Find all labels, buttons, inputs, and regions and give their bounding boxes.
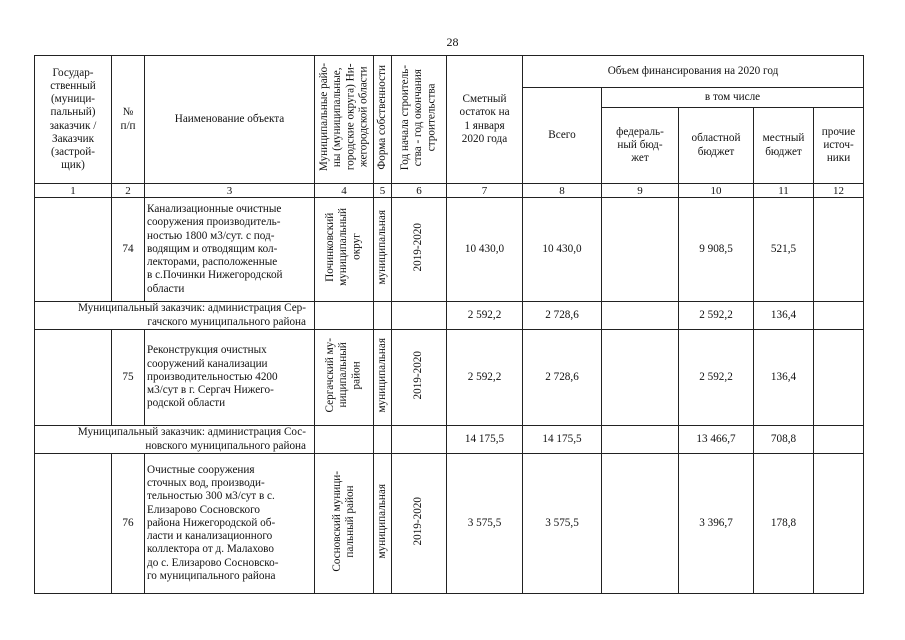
- federal-cell: [602, 302, 679, 330]
- header-other: прочие источ- ники: [814, 108, 864, 184]
- federal-cell: [602, 426, 679, 454]
- regional-cell: 2 592,2: [679, 302, 754, 330]
- object-name: Реконструкция очистных сооружений канализации производительностью 4200 м3/сут в г. Сергач Нижего- родской области: [145, 330, 315, 426]
- header-balance: Сметный остаток на 1 января 2020 года: [447, 56, 523, 184]
- total-cell: 14 175,5: [523, 426, 602, 454]
- local-cell: 521,5: [754, 198, 814, 302]
- federal-cell: [602, 198, 679, 302]
- district-cell: Починковский муниципальный округ: [315, 198, 374, 302]
- header-including: в том числе: [602, 88, 864, 108]
- page-number: 28: [446, 35, 459, 49]
- local-cell: 136,4: [754, 302, 814, 330]
- ownership-cell: муниципальная: [374, 330, 392, 426]
- object-name: Канализационные очистные сооружения производитель- ностью 1800 м3/сут. с под- водящим и отводящим кол- лекторами, расположенные в с.Починки Нижегородской области: [145, 198, 315, 302]
- column-numbers-row: [35, 184, 864, 198]
- column-number: 7: [447, 184, 523, 198]
- balance-cell: 3 575,5: [447, 454, 523, 594]
- column-number: 9: [602, 184, 679, 198]
- regional-cell: 13 466,7: [679, 426, 754, 454]
- row-number: 75: [112, 330, 145, 426]
- other-cell: [814, 302, 864, 330]
- row-number: 74: [112, 198, 145, 302]
- header-regional: областной бюджет: [679, 108, 754, 184]
- header-object-name: Наименование объекта: [145, 56, 315, 184]
- header-federal: федераль- ный бюд- жет: [602, 108, 679, 184]
- regional-cell: 3 396,7: [679, 454, 754, 594]
- header-row-1: [35, 56, 864, 88]
- years-cell: 2019-2020: [392, 330, 447, 426]
- federal-cell: [602, 330, 679, 426]
- balance-cell: 10 430,0: [447, 198, 523, 302]
- regional-cell: 2 592,2: [679, 330, 754, 426]
- table-row: [35, 330, 864, 426]
- empty-cell: [315, 302, 374, 330]
- column-number: 3: [145, 184, 315, 198]
- customer-label: Муниципальный заказчик: администрация Сер- гачского муниципального района: [35, 302, 315, 330]
- column-number: 8: [523, 184, 602, 198]
- total-cell: 2 728,6: [523, 302, 602, 330]
- empty-cell: [315, 426, 374, 454]
- header-financing: Объем финансирования на 2020 год: [523, 56, 864, 88]
- table-row: [35, 198, 864, 302]
- column-number: 2: [112, 184, 145, 198]
- empty-cell: [392, 302, 447, 330]
- header-customer: Государ- ственный (муници- пальный) заказчик / Заказчик (застрой- щик): [35, 56, 112, 184]
- balance-cell: 2 592,2: [447, 330, 523, 426]
- years-cell: 2019-2020: [392, 454, 447, 594]
- local-cell: 708,8: [754, 426, 814, 454]
- other-cell: [814, 198, 864, 302]
- other-cell: [814, 454, 864, 594]
- header-district: Муниципальные райо- ны (муниципальные, городские округа) Ни- жегородской области: [315, 56, 374, 184]
- total-cell: 3 575,5: [523, 454, 602, 594]
- customer-row: [35, 302, 864, 330]
- customer-cell: [35, 198, 112, 302]
- customer-label: Муниципальный заказчик: администрация Сос- новского муниципального района: [35, 426, 315, 454]
- header-local: местный бюджет: [754, 108, 814, 184]
- column-number: 4: [315, 184, 374, 198]
- balance-cell: 2 592,2: [447, 302, 523, 330]
- column-number: 10: [679, 184, 754, 198]
- total-cell: 2 728,6: [523, 330, 602, 426]
- empty-cell: [374, 426, 392, 454]
- header-total: Всего: [523, 88, 602, 184]
- other-cell: [814, 426, 864, 454]
- row-number: 76: [112, 454, 145, 594]
- empty-cell: [392, 426, 447, 454]
- years-cell: 2019-2020: [392, 198, 447, 302]
- customer-cell: [35, 454, 112, 594]
- ownership-cell: муниципальная: [374, 198, 392, 302]
- financing-table: [34, 55, 864, 594]
- empty-cell: [374, 302, 392, 330]
- header-number: № п/п: [112, 56, 145, 184]
- customer-row: [35, 426, 864, 454]
- table-row: [35, 454, 864, 594]
- column-number: 5: [374, 184, 392, 198]
- total-cell: 10 430,0: [523, 198, 602, 302]
- federal-cell: [602, 454, 679, 594]
- column-number: 6: [392, 184, 447, 198]
- header-ownership: Форма собственности: [374, 56, 392, 184]
- column-number: 1: [35, 184, 112, 198]
- district-cell: Сосновский муници- пальный район: [315, 454, 374, 594]
- header-years: Год начала строитель- ства - год окончания строительства: [392, 56, 447, 184]
- regional-cell: 9 908,5: [679, 198, 754, 302]
- column-number: 12: [814, 184, 864, 198]
- ownership-cell: муниципальная: [374, 454, 392, 594]
- object-name: Очистные сооружения сточных вод, производи- тельностью 300 м3/сут в с. Елизарово Сосновского района Нижегородской об- ласти и канализационного коллектора от д. Малахово до с. Елизарово Сосновско- го муниципального района: [145, 454, 315, 594]
- balance-cell: 14 175,5: [447, 426, 523, 454]
- local-cell: 136,4: [754, 330, 814, 426]
- column-number: 11: [754, 184, 814, 198]
- local-cell: 178,8: [754, 454, 814, 594]
- customer-cell: [35, 330, 112, 426]
- district-cell: Сергачский му- ниципальный район: [315, 330, 374, 426]
- other-cell: [814, 330, 864, 426]
